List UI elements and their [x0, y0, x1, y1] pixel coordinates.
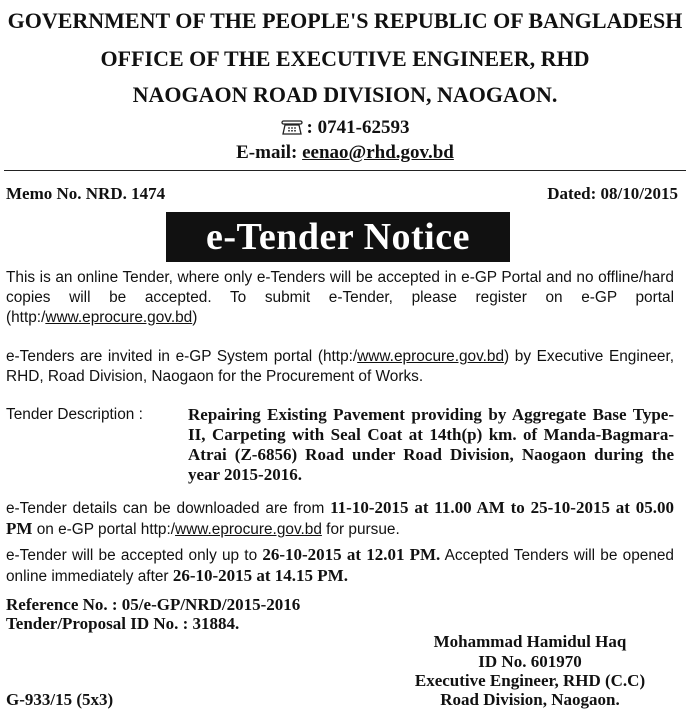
- download-paragraph: [6, 498, 674, 540]
- header-government: GOVERNMENT OF THE PEOPLE'S REPUBLIC OF BANGLADESH: [7, 8, 683, 33]
- header-division: NAOGAON ROAD DIVISION, NAOGAON.: [132, 82, 558, 107]
- intro-text: This is an online Tender, where only e-Tenders will be accepted in e-GP Portal and no offline/hard copies will be accepted. To submit e-Tender, please register on e-GP portal (http:/: [6, 269, 674, 326]
- proposal-id: Tender/Proposal ID No. : 31884.: [6, 614, 240, 633]
- phone-line: [0, 116, 690, 140]
- email-link[interactable]: eenao@rhd.gov.bd: [302, 142, 454, 163]
- reference-number: Reference No. : 05/e-GP/NRD/2015-2016: [6, 595, 301, 614]
- acceptance-prefix: e-Tender will be accepted only up to: [6, 547, 263, 564]
- download-middle: on e-GP portal http:/: [32, 521, 176, 538]
- description-text: Repairing Existing Pavement providing by Aggregate Base Type-II, Carpeting with Seal Coat at 14th(p) km. of Manda-Bagmara-Atrai (Z-6856) Road under Road Division, Naogaon during the year 2015-2016.: [188, 405, 674, 484]
- eprocure-link[interactable]: www.eprocure.gov.bd: [175, 521, 322, 538]
- acceptance-deadline: 26-10-2015 at 12.01 PM.: [262, 545, 441, 564]
- signatory-id: ID No. 601970: [478, 652, 582, 671]
- opening-time: 26-10-2015 at 14.15 PM.: [172, 566, 348, 585]
- intro-paragraph: [6, 268, 674, 328]
- invitation-paragraph: [6, 347, 674, 387]
- header-divider: [4, 170, 686, 171]
- phone-number: : 0741-62593: [306, 117, 410, 138]
- download-period: 11-10-2015 at 11.00 AM to 25-10-2015 at 05.00 PM: [6, 498, 674, 538]
- email-label: E-mail:: [236, 142, 298, 163]
- acceptance-paragraph: [6, 545, 674, 587]
- download-end: for pursue.: [321, 521, 400, 538]
- download-prefix: e-Tender details can be downloaded are from: [6, 500, 331, 517]
- notice-title: e-Tender Notice: [166, 212, 510, 262]
- description-label: Tender Description :: [6, 406, 143, 423]
- header-office: OFFICE OF THE EXECUTIVE ENGINEER, RHD: [100, 46, 590, 71]
- eprocure-link[interactable]: www.eprocure.gov.bd: [357, 348, 505, 365]
- eprocure-link[interactable]: www.eprocure.gov.bd: [45, 309, 193, 326]
- invitation-end: ) by Executive Engineer, RHD, Road Division, Naogaon for the Procurement of Works.: [6, 348, 674, 385]
- ad-code: G-933/15 (5x3): [6, 690, 114, 709]
- acceptance-middle: Accepted Tenders will be opened online immediately after: [6, 547, 674, 585]
- invitation-text: e-Tenders are invited in e-GP System portal (http:/: [6, 348, 358, 365]
- memo-number: Memo No. NRD. 1474: [6, 184, 166, 203]
- signatory-office: Road Division, Naogaon.: [440, 690, 620, 709]
- memo-date: Dated: 08/10/2015: [547, 184, 678, 203]
- intro-end: ): [192, 309, 198, 326]
- signatory-name: Mohammad Hamidul Haq: [433, 632, 627, 651]
- email-line: [0, 141, 690, 165]
- signatory-designation: Executive Engineer, RHD (C.C): [414, 671, 646, 690]
- telephone-icon: [281, 118, 303, 135]
